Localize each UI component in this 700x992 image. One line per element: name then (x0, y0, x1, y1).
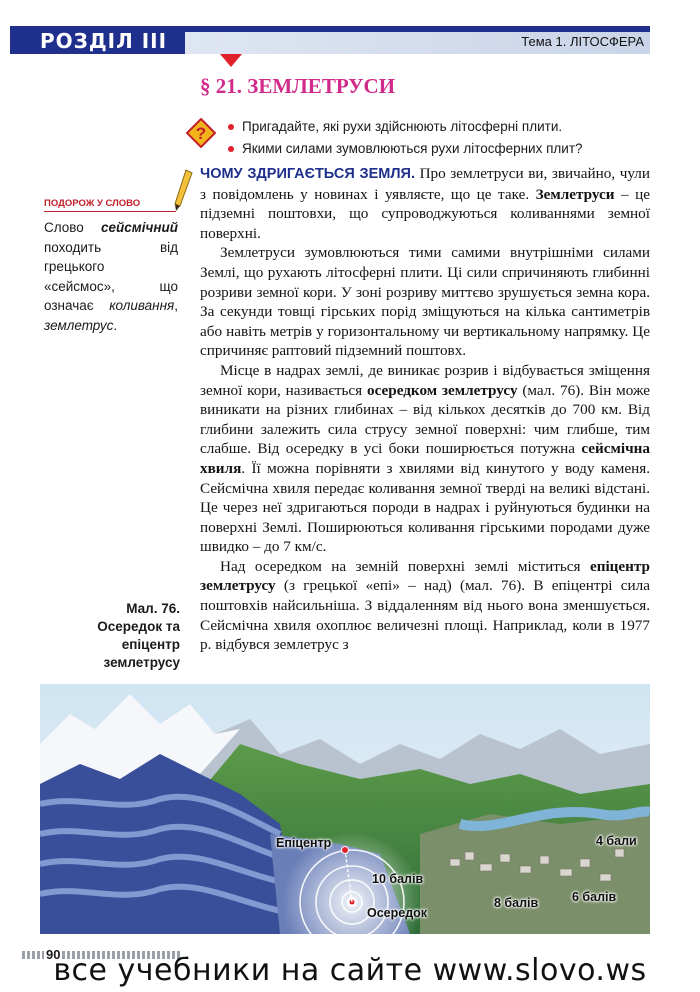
figure-caption: Мал. 76. Осередок та епіцентр землетрусу (97, 601, 180, 670)
section-label: РОЗДІЛ III (40, 29, 168, 53)
red-triangle-marker (220, 54, 242, 67)
word-journey-heading: ПОДОРОЖ У СЛОВО (44, 198, 176, 212)
epicenter-label: Епіцентр (276, 836, 332, 850)
intensity-4-label: 4 бали (596, 834, 637, 848)
illustration-drawing (40, 684, 650, 934)
section-header (10, 26, 650, 54)
focus-label: Осередок (367, 906, 428, 920)
intensity-6-label: 6 балів (572, 890, 617, 904)
paragraph: Землетруси зумовлюються тими самими внутрішніми силами Землі, що рухають літосферні плити. Ці сили спричиняють глибинні розриви земної кори. У зоні розриву миттєво зрушується земна кора. За секунди товщі гірських порід зміщуються на кілька сантиметрів або навіть метрів у горизонтальному чи вертикальному напрямку. Це спричиняє раптовий підземний поштовх. (200, 244, 650, 360)
question-icon (186, 118, 216, 148)
footer-watermark: все учебники на сайте www.slovo.ws (53, 953, 647, 988)
topic-box (185, 32, 650, 54)
intensity-8-label: 8 балів (494, 896, 539, 910)
topic-label: Тема 1. ЛІТОСФЕРА (521, 34, 644, 49)
word-journey-text: Слово сейсмічний походить від грецького «сейсмос», що означає коливання, землетрус. (44, 220, 178, 333)
subheading: ЧОМУ ЗДРИГАЄТЬСЯ ЗЕМЛЯ. (200, 166, 416, 182)
paragraph: Над осередком на земній поверхні землі міститься епіцентр землетрусу (з грецької «епі» – над) (мал. 76). В епіцентрі сила поштовхів найсильніша. З віддаленням від нього вона зменшується. Сейсмічна хвиля охоплює величезні площі. Наприклад, коли в 1977 р. відбувся землетрус з (200, 557, 650, 654)
question-item: Пригадайте, які рухи здійснюють літосферні плити. (226, 116, 656, 138)
paragraph: Місце в надрах землі, де виникає розрив і відбувається зміщення земної кори, називається осередком землетрусу (мал. 76). Він може виникати на різних глибинах – від кількох десятків до 700 км. Від глибини залежить сила струсу земної поверхні: чим глибше, тим слабше. Від осередку в усі боки поширюється потужна сейсмічна хвиля. Її можна порівняти з хвилями від кинутого у воду каменя. Сейсмічна хвиля передає коливання земної тверді на великі відстані. Це через неї здригаються породи в надрах і руйнуються будинки на поверхні Землі. Поширюються коливання гірськими породами дуже швидко – до 7 км/с. (200, 361, 651, 556)
earthquake-illustration (40, 684, 650, 934)
question-item: Якими силами зумовлюються рухи літосферних плит? (226, 138, 656, 160)
main-text (200, 164, 650, 655)
paragraph: ЧОМУ ЗДРИГАЄТЬСЯ ЗЕМЛЯ. Про землетруси ви, звичайно, чули з повідомлень у новинах і уявляєте, що це таке. Землетруси – це підземні поштовхи, що супроводжуються коливаннями земної поверхні. (200, 165, 650, 242)
svg-text:?: ? (195, 124, 207, 143)
intensity-10-label: 10 балів (372, 872, 424, 886)
page-title: § 21. ЗЕМЛЕТРУСИ (200, 74, 396, 98)
section-label-box (10, 26, 185, 54)
page-number: 90 (46, 947, 61, 962)
recall-questions (226, 116, 656, 160)
